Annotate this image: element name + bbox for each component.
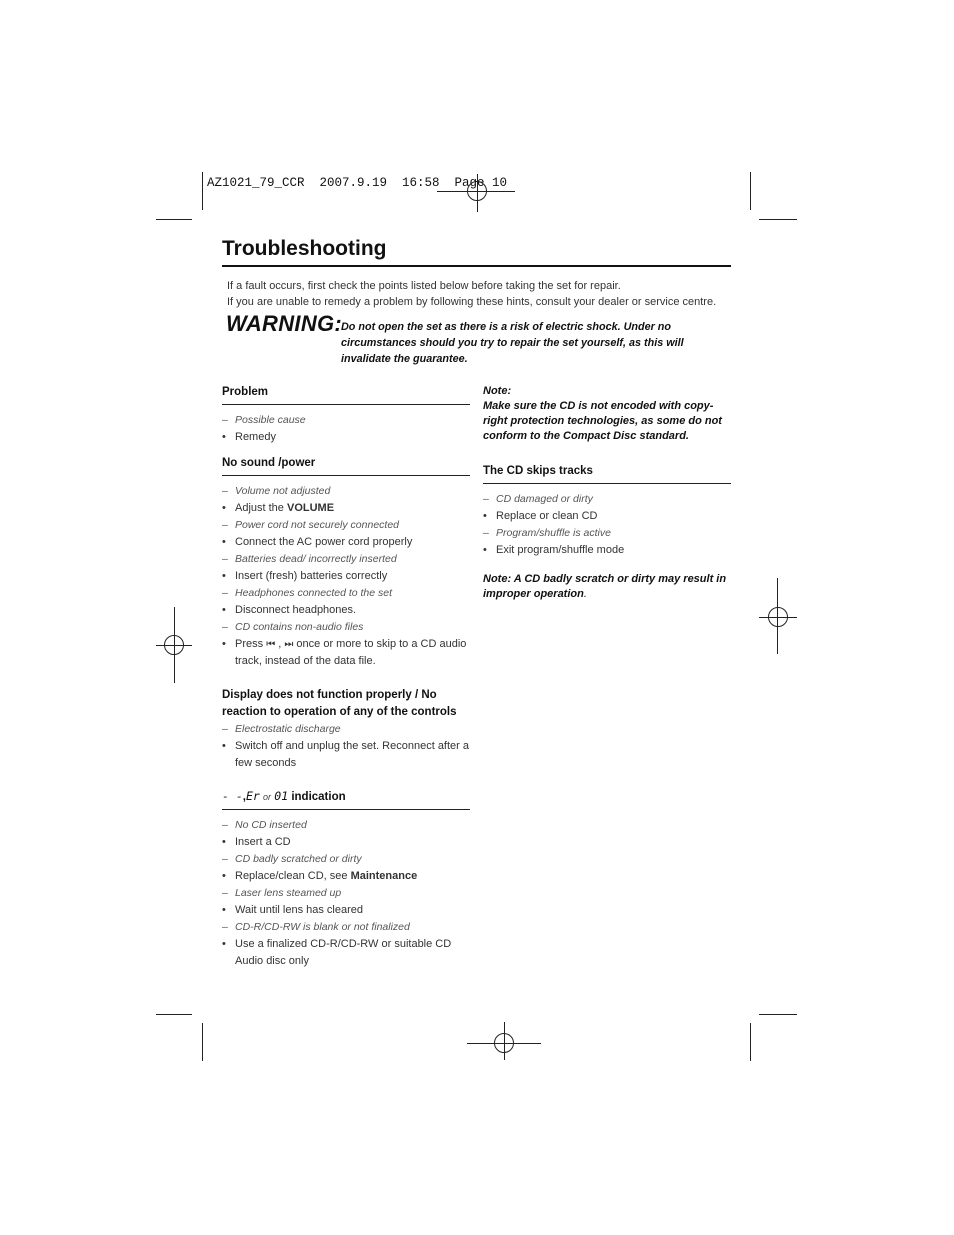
list-item: • Replace or clean CD (483, 510, 598, 522)
note-text: Make sure the CD is not encoded with copy-right protection technologies, as some do not conform to the Compact Disc standard. (483, 400, 722, 442)
skips-list (483, 491, 731, 559)
right-column (483, 384, 731, 602)
legend-remedy: • Remedy (222, 431, 276, 443)
display-heading: Display does not function properly / No reaction to operation of any of the controls (222, 689, 457, 718)
list-item: • Replace/clean CD, see Maintenance (222, 870, 418, 882)
no-sound-heading: No sound /power (222, 455, 470, 476)
indication-list (222, 817, 470, 970)
title-rule (222, 265, 731, 267)
warning-label: WARNING: (226, 311, 343, 336)
list-item: – CD badly scratched or dirty (222, 853, 362, 865)
display-dashes-icon: - - (222, 789, 243, 803)
legend-heading: Problem (222, 384, 470, 405)
warning-text: Do not open the set as there is a risk of electric shock. Under no circumstances should you try to repair the set yourself, as this will invalidate the guarantee. (341, 321, 684, 365)
display-list (222, 721, 470, 772)
list-item: – CD damaged or dirty (483, 493, 593, 505)
list-item: • Switch off and unplug the set. Reconnect after a few seconds (222, 740, 470, 769)
list-item: • Insert (fresh) batteries correctly (222, 570, 388, 582)
legend-list (222, 412, 470, 446)
skips-heading: The CD skips tracks (483, 463, 731, 484)
list-item: – Volume not adjusted (222, 485, 331, 497)
page-title: Troubleshooting (222, 237, 387, 260)
list-item: – Power cord not securely connected (222, 519, 400, 531)
print-slug: AZ1021_79_CCR 2007.9.19 16:58 Page 10 (207, 176, 508, 190)
display-01-icon: 01 (274, 789, 289, 803)
indication-heading: - -,Er or 01 indication (222, 788, 470, 810)
intro-line-2: If you are unable to remedy a problem by following these hints, consult your dealer or service centre. (227, 296, 717, 308)
list-item: • Adjust the VOLUME (222, 502, 335, 514)
list-item-press-skip: • Press ⏮ , ⏭ once or more to skip to a CD audio track, instead of the data file. (222, 638, 467, 667)
display-er-icon: Er (245, 789, 260, 803)
no-sound-list (222, 483, 470, 670)
legend-cause: – Possible cause (222, 414, 306, 426)
previous-track-icon: ⏮ (266, 639, 276, 650)
list-item: – Headphones connected to the set (222, 587, 393, 599)
list-item: • Use a finalized CD-R/CD-RW or suitable CD Audio disc only (222, 938, 452, 967)
note-label: Note: (483, 385, 512, 397)
intro-line-1: If a fault occurs, first check the points listed below before taking the set for repair. (227, 280, 621, 292)
list-item: – No CD inserted (222, 819, 307, 831)
list-item: – Electrostatic discharge (222, 723, 341, 735)
list-item: • Wait until lens has cleared (222, 904, 363, 916)
list-item: – Batteries dead/ incorrectly inserted (222, 553, 397, 565)
left-column (222, 384, 470, 970)
list-item: – CD contains non-audio files (222, 621, 364, 633)
list-item: – CD-R/CD-RW is blank or not finalized (222, 921, 410, 933)
list-item: • Connect the AC power cord properly (222, 536, 413, 548)
list-item: • Insert a CD (222, 836, 291, 848)
list-item: – Laser lens steamed up (222, 887, 342, 899)
list-item: • Disconnect headphones. (222, 604, 357, 616)
list-item: – Program/shuffle is active (483, 527, 611, 539)
next-track-icon: ⏭ (284, 639, 294, 650)
list-item: • Exit program/shuffle mode (483, 544, 625, 556)
note-scratch: Note: A CD badly scratch or dirty may result in improper operation. (483, 573, 727, 600)
